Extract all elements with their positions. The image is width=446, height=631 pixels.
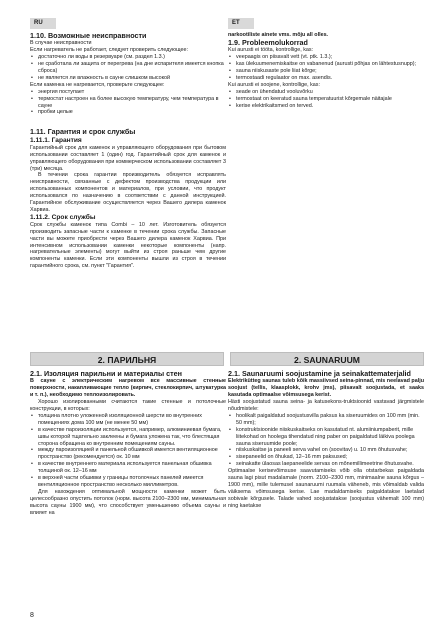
ru-s21-p1: Хорошо изолированными считаются такие стенные и потолочные конструкции, в которых: <box>30 399 226 413</box>
ru-s21-p2: Для нахождения оптимальной мощности каменки может быть целесообразно опустить потолок (норм. высота 2100–2300 мм, минимальная высота сауны 1900 мм), что способствует уменьшению объема сауны и влияет на <box>30 488 226 516</box>
ru-bottom-column <box>30 370 226 517</box>
ru-s21-list <box>30 413 226 489</box>
ru-s110-intro: Если нагреватель не работает, следует проверить следующее: <box>30 47 188 54</box>
et-intro-line: narkootiliste ainete vms. mõju all olles. <box>228 32 329 38</box>
et-bottom-column <box>228 370 424 510</box>
list-item: • seade on ühendatud vooluvõrku <box>228 89 424 96</box>
ru-top-column <box>30 32 226 270</box>
list-item: • термостат настроен на более высокую температуру, чем температура в сауне <box>30 96 226 110</box>
list-item: • в качестве пароизоляции используется, например, алюминиевая бумага, швы которой тщательно заклеены и бумага уложена так, что блестящая сторона обращена ко внутренним помещениям сауны. <box>30 427 226 448</box>
ru-section-1-11-title: 1.11. Гарантия и срок службы <box>30 127 136 137</box>
ru-s1111-p2: В течении срока гарантии производитель обязуется исправлять неисправности, связанные с дефектом производства продукции или использованных компонентов и материалов, при условии, что продукт использовался по назначению в соответствии с данной инструкцией. Гарантийное обслуживание осуществляется через Вашего дилера каменок Харвиа. <box>30 172 226 213</box>
ru-s1112-p: Срок службы каменок типа Combi – 10 лет. Изготовитель обязуется производить запасные части к каменке в течении срока службы. Запасные части вы можете приобрести через Вашего дилера каменок Харвиа. При интенсивном использовании каменки некоторые компоненты (напр. нагревательные элементы) могут выйти из строя раньше чем другие компоненты каменки. Если эти компоненты вышли из строя в течении гарантийного срока, см. пункт "Гарантия". <box>30 221 226 270</box>
list-item: • seinakatte ülaosas laepaneelide servas on mõnemillimeetrine õhutusvahe. <box>228 461 424 468</box>
list-item: • kerise elektrikaitsmed on terved. <box>228 103 424 110</box>
et-s19-intro2: Kui aurusti ei soojene, kontrollige, kas: <box>228 81 320 88</box>
list-item: • veepaagis on piisavalt vett (vt. ptk. 1.3.); <box>228 54 424 61</box>
list-item: • konstruktsioonide niiskuskaitseks on kasutatud nt. alumiiniumpaberit, mille liitekohad on hoolega tihendatud ning paber on paigaldatud läikiva poolega sauna siseruumide poole; <box>228 427 424 448</box>
ru-section-1-10-title: 1.10. Возможные неисправности <box>30 31 147 40</box>
list-item: • termostaat on keeratud sauna temperatuurist kõrgemale näitajale <box>228 96 424 103</box>
list-item: • sauna niiskusaste pole liiat kõrge; <box>228 68 424 75</box>
list-item: • энергия поступает <box>30 89 226 96</box>
list-item: • niiskuskaitse ja paneeli serva vahel on (soovitav) u. 10 mm õhutusvahe; <box>228 447 424 454</box>
section-banner-et: 2. SAUNARUUM <box>230 352 424 366</box>
ru-s110-intro2: Если каменка не нагревается, проверьте следующее: <box>30 81 165 88</box>
ru-s1111-p1: Гарантийный срок для каменок и управляющего оборудования при бытовом использовании составляет 1 (один) год. Гарантийный срок для каменок и управляющего оборудования при коммерческом использовании составляет 3 (три) месяца. <box>30 144 226 172</box>
et-s21-p2: Optimaalse kerisevõimsuse saavutamiseks võib olla otstarbekas paigaldada sauna lagi pisut madalamale (norm. 2100–2300 mm, minimaalne sauna kõrgus – 1900 mm), mille tulemusel saunaruumi ruumala väheneb, mis võimaldab valida väiksema võimsusega kerise. Lae madaldamiseks paigaldatakse laetalad sobivale kõrgusele. Talade vahed soojustatakse (soojustus vähemalt 100 mm) ning kaetakse <box>228 468 424 509</box>
language-tab-ru: RU <box>30 18 56 29</box>
section-banner-ru: 2. ПАРИЛЬНЯ <box>30 352 224 366</box>
et-s21-lead: Elektrikütteg saunas tuleb kõik massiivsed seina-pinnad, mis neelavad palju soojust (tellis, klaasplokk, krohv jms), piisavalt soojustada, et saaks kasutada optimaalse võimsusega kerist. <box>228 378 424 399</box>
list-item: • не является ли влажность в сауне слишком высокой <box>30 75 226 82</box>
list-item: • толщина плотно уложенной изоляционной шерсти во внутренних помещениях дома 100 мм (не менее 50 мм) <box>30 413 226 427</box>
ru-section-1-11-1-title: 1.11.1. Гарантия <box>30 136 82 144</box>
et-section-2-1-title: 2.1. Saunaruumi soojustamine ja seinakattematerjalid <box>228 369 411 378</box>
list-item: • пробки целые <box>30 109 226 116</box>
list-item: • hoolikalt paigaldatud soojustusvilla paksus ka siseruumides on 100 mm (min. 50 mm); <box>228 413 424 427</box>
list-item: • между пароизоляцией и панельной обшивкой имеется вентиляционное пространство (рекомендуется) ок. 10 мм <box>30 447 226 461</box>
ru-section-1-11-2-title: 1.11.2. Срок службы <box>30 213 96 221</box>
et-s19-intro: Kui aurusti ei tööta, kontrollige, kas: <box>228 47 314 54</box>
list-item: • kas ülekuumenemiskaitse on vabanenud (aurusti põhjas on lähtestusnupp); <box>228 61 424 68</box>
ru-s21-lead: В сауне с электрическим нагревом все массивные стенные поверхности, накапливающие тепло (кирпич, стеклокирпич, штукатурка и т. п.), необходимо теплоизолировать. <box>30 378 226 399</box>
list-item: • достаточно ли воды в резервуаре (см. раздел 1.3.) <box>30 54 226 61</box>
ru-section-2-1-title: 2.1. Изоляция парильни и материалы стен <box>30 369 182 378</box>
et-s21-p1: Hästi soojustatud sauna seina- ja katusekons-truktsioonid vastavad järgmistele nõudmistele: <box>228 399 424 413</box>
list-item: • в верхней части обшивки у границы потолочных панелей имеется вентиляционное пространство несколько миллиметров. <box>30 475 226 489</box>
list-item: • не сработала ли защита от перегрева (на дне испарителя имеется кнопка сброса) <box>30 61 226 75</box>
list-item: • termostaadi regulaator on max. asendis. <box>228 75 424 82</box>
ru-s110-list <box>30 54 226 82</box>
page-number: 8 <box>30 612 34 619</box>
list-item: • sisepaneelid on õhukad, 12–16 mm paksused; <box>228 454 424 461</box>
et-section-1-9-title: 1.9. Probleemolukorrad <box>228 37 308 47</box>
et-s19-list <box>228 54 424 82</box>
et-s21-list <box>228 413 424 468</box>
list-item: • в качестве внутреннего материала используется панельная обшивка толщиной ок. 12–16 мм <box>30 461 226 475</box>
ru-s110-subtitle: В случае неисправности <box>30 40 92 47</box>
language-tab-et: ET <box>228 18 254 29</box>
et-top-column <box>228 32 424 109</box>
ru-s110-list2 <box>30 89 226 117</box>
et-s19-list2 <box>228 89 424 110</box>
